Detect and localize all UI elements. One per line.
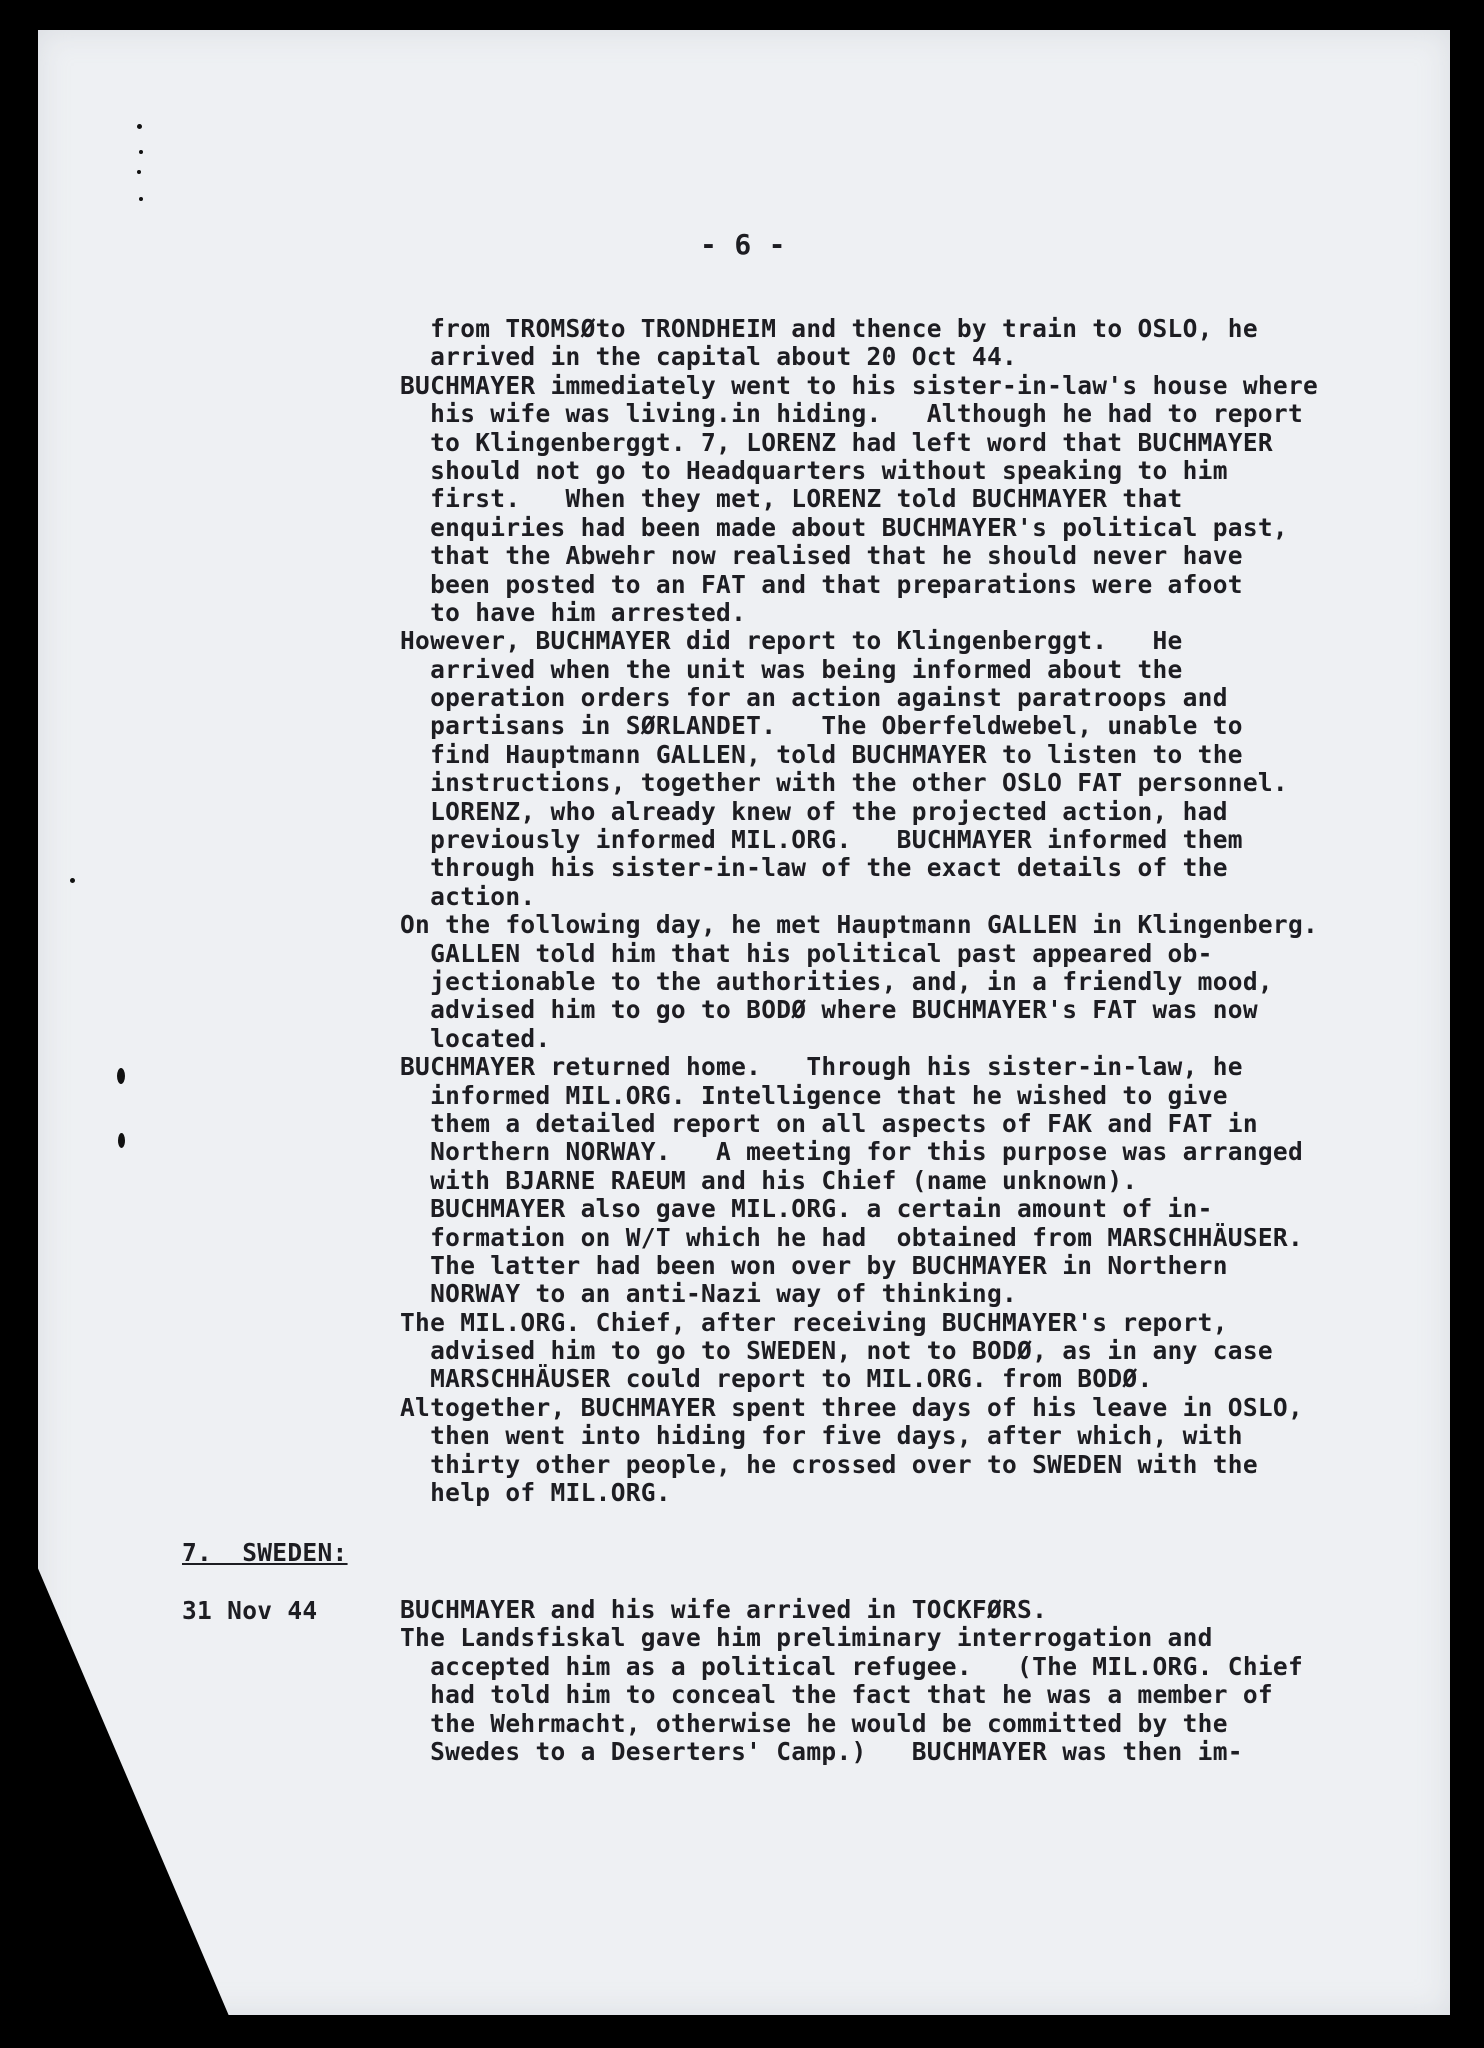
text-line: first. When they met, LORENZ told BUCHMAYER that — [400, 484, 1183, 514]
text-line: The latter had been won over by BUCHMAYER in Northern — [400, 1250, 1228, 1280]
text-line: Swedes to a Deserters' Camp.) BUCHMAYER was then im- — [400, 1736, 1243, 1766]
text-line: partisans in SØRLANDET. The Oberfeldwebel, unable to — [400, 711, 1243, 741]
binder-hole-mark — [139, 197, 143, 201]
text-line: However, BUCHMAYER did report to Klingenberggt. He — [400, 626, 1183, 656]
text-line: with BJARNE RAEUM and his Chief (name unknown). — [400, 1165, 1138, 1195]
text-line: informed MIL.ORG. Intelligence that he wished to give — [400, 1080, 1228, 1110]
sweden-section-text — [400, 1596, 1440, 1766]
text-line: Northern NORWAY. A meeting for this purpose was arranged — [400, 1137, 1304, 1167]
text-line: On the following day, he met Hauptmann GALLEN in Klingenberg. — [400, 910, 1319, 940]
text-line: jectionable to the authorities, and, in a friendly mood, — [400, 966, 1273, 996]
binder-hole-mark — [70, 878, 75, 883]
binder-hole-mark — [137, 170, 141, 174]
text-line: find Hauptmann GALLEN, told BUCHMAYER to listen to the — [400, 739, 1243, 769]
text-line: should not go to Headquarters without speaking to him — [400, 455, 1228, 485]
text-line: Altogether, BUCHMAYER spent three days of his leave in OSLO, — [400, 1392, 1304, 1422]
text-line: to Klingenberggt. 7, LORENZ had left word that BUCHMAYER — [400, 427, 1273, 457]
text-line: then went into hiding for five days, after which, with — [400, 1421, 1243, 1451]
text-line: through his sister-in-law of the exact details of the — [400, 853, 1228, 883]
text-line: the Wehrmacht, otherwise he would be committed by the — [400, 1708, 1228, 1738]
text-line: located. — [400, 1023, 551, 1053]
page-number: - 6 - — [700, 228, 786, 261]
text-line: BUCHMAYER immediately went to his sister-in-law's house where — [400, 370, 1319, 400]
entry-date: 31 Nov 44 — [182, 1596, 318, 1625]
section-heading: 7. SWEDEN: — [182, 1538, 348, 1567]
text-line: action. — [400, 881, 536, 911]
text-line: accepted him as a political refugee. (The MIL.ORG. Chief — [400, 1651, 1304, 1681]
text-line: to have him arrested. — [400, 597, 747, 627]
text-line: GALLEN told him that his political past appeared ob- — [400, 938, 1213, 968]
text-line: his wife was living.in hiding. Although he had to report — [400, 399, 1304, 429]
text-line: from TROMSØto TRONDHEIM and thence by train to OSLO, he — [400, 314, 1258, 343]
text-line: that the Abwehr now realised that he should never have — [400, 541, 1243, 571]
text-line: BUCHMAYER returned home. Through his sister-in-law, he — [400, 1052, 1243, 1082]
text-line: The Landsfiskal gave him preliminary interrogation and — [400, 1623, 1213, 1653]
text-line: advised him to go to BODØ where BUCHMAYER's FAT was now — [400, 995, 1258, 1025]
text-line: MARSCHHÄUSER could report to MIL.ORG. from BODØ. — [400, 1364, 1153, 1394]
text-line: help of MIL.ORG. — [400, 1478, 671, 1508]
body-text — [400, 315, 1440, 1507]
text-line: arrived in the capital about 20 Oct 44. — [400, 342, 1018, 372]
text-line: thirty other people, he crossed over to SWEDEN with the — [400, 1449, 1258, 1479]
text-line: arrived when the unit was being informed about the — [400, 654, 1183, 684]
text-line: operation orders for an action against paratroops and — [400, 683, 1228, 713]
text-line: NORWAY to an anti-Nazi way of thinking. — [400, 1279, 1018, 1309]
text-line: enquiries had been made about BUCHMAYER's political past, — [400, 512, 1288, 542]
text-line: BUCHMAYER and his wife arrived in TOCKFØRS. — [400, 1595, 1048, 1624]
text-line: been posted to an FAT and that preparations were afoot — [400, 569, 1243, 599]
binder-hole-mark — [117, 1068, 125, 1084]
text-line: advised him to go to SWEDEN, not to BODØ, as in any case — [400, 1336, 1273, 1366]
binder-hole-mark — [118, 1133, 125, 1148]
binder-hole-mark — [139, 150, 143, 154]
text-line: LORENZ, who already knew of the projected action, had — [400, 796, 1228, 826]
text-line: BUCHMAYER also gave MIL.ORG. a certain amount of in- — [400, 1194, 1213, 1224]
text-line: previously informed MIL.ORG. BUCHMAYER informed them — [400, 825, 1243, 855]
text-line: formation on W/T which he had obtained from MARSCHHÄUSER. — [400, 1222, 1304, 1252]
text-line: had told him to conceal the fact that he was a member of — [400, 1680, 1273, 1710]
text-line: instructions, together with the other OSLO FAT personnel. — [400, 768, 1288, 798]
text-line: The MIL.ORG. Chief, after receiving BUCHMAYER's report, — [400, 1307, 1228, 1337]
text-line: them a detailed report on all aspects of FAK and FAT in — [400, 1108, 1258, 1138]
binder-hole-mark — [137, 124, 142, 129]
